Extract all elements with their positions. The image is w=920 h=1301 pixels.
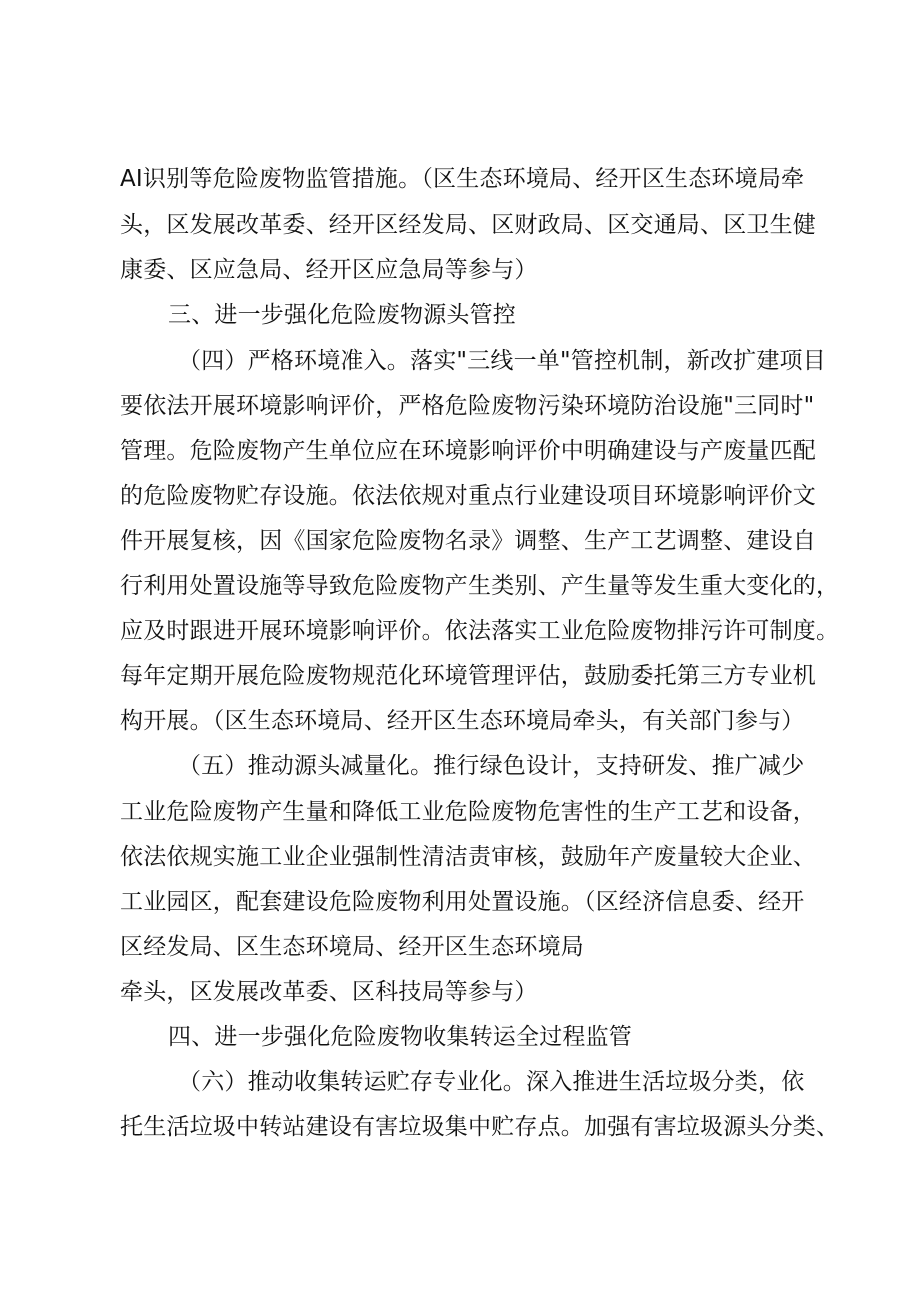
text-line: 构开展。（区生态环境局、经开区生态环境局牵头，有关部门参与） [120,708,805,734]
section-heading: 三、进一步强化危险废物源头管控 [168,302,516,328]
section-heading: 四、进一步强化危险废物收集转运全过程监管 [168,1024,632,1050]
text-line: 牵头，区发展改革委、区科技局等参与） [120,979,538,1005]
text-line: 应及时跟进开展环境影响评价。依法落实工业危险废物排污许可制度。 [120,618,840,644]
paragraph-heading: （五）推动源头减量化。推行绿色设计，支持研发、推广减少 [178,753,805,779]
text-line: 区经发局、区生态环境局、经开区生态环境局 [120,934,584,960]
text-line: 康委、区应急局、经开区应急局等参与） [120,257,538,283]
text-line: 每年定期开展危险废物规范化环境管理评估，鼓励委托第三方专业机 [120,663,816,689]
paragraph-heading: （六）推动收集转运贮存专业化。深入推进生活垃圾分类，依 [178,1069,805,1095]
text-line: 依法依规实施工业企业强制性清洁责审核，鼓励年产废量较大企业、 [120,844,816,870]
text-line: 托生活垃圾中转站建设有害垃圾集中贮存点。加强有害垃圾源头分类、 [120,1114,840,1140]
text-line: 的危险废物贮存设施。依法依规对重点行业建设项目环境影响评价文 [120,483,816,509]
text-line: AI识别等危险废物监管措施。（区生态环境局、经开区生态环境局牵 [120,166,805,192]
text-line: 头，区发展改革委、经开区经发局、区财政局、区交通局、区卫生健 [120,212,816,238]
text-line: 行利用处置设施等导致危险废物产生类别、产生量等发生重大变化的， [120,573,840,599]
text-line: 管理。危险废物产生单位应在环境影响评价中明确建设与产废量匹配 [120,438,816,464]
text-line: 工业危险废物产生量和降低工业危险废物危害性的生产工艺和设备， [120,799,816,825]
paragraph-heading: （四）严格环境准入。落实"三线一单"管控机制，新改扩建项目 [178,348,826,374]
text-line: 件开展复核，因《国家危险废物名录》调整、生产工艺调整、建设自 [120,528,816,554]
text-line: 工业园区，配套建设危险废物利用处置设施。（区经济信息委、经开 [120,889,805,915]
text-line: 要依法开展环境影响评价，严格危险废物污染环境防治设施"三同时" [120,393,815,419]
